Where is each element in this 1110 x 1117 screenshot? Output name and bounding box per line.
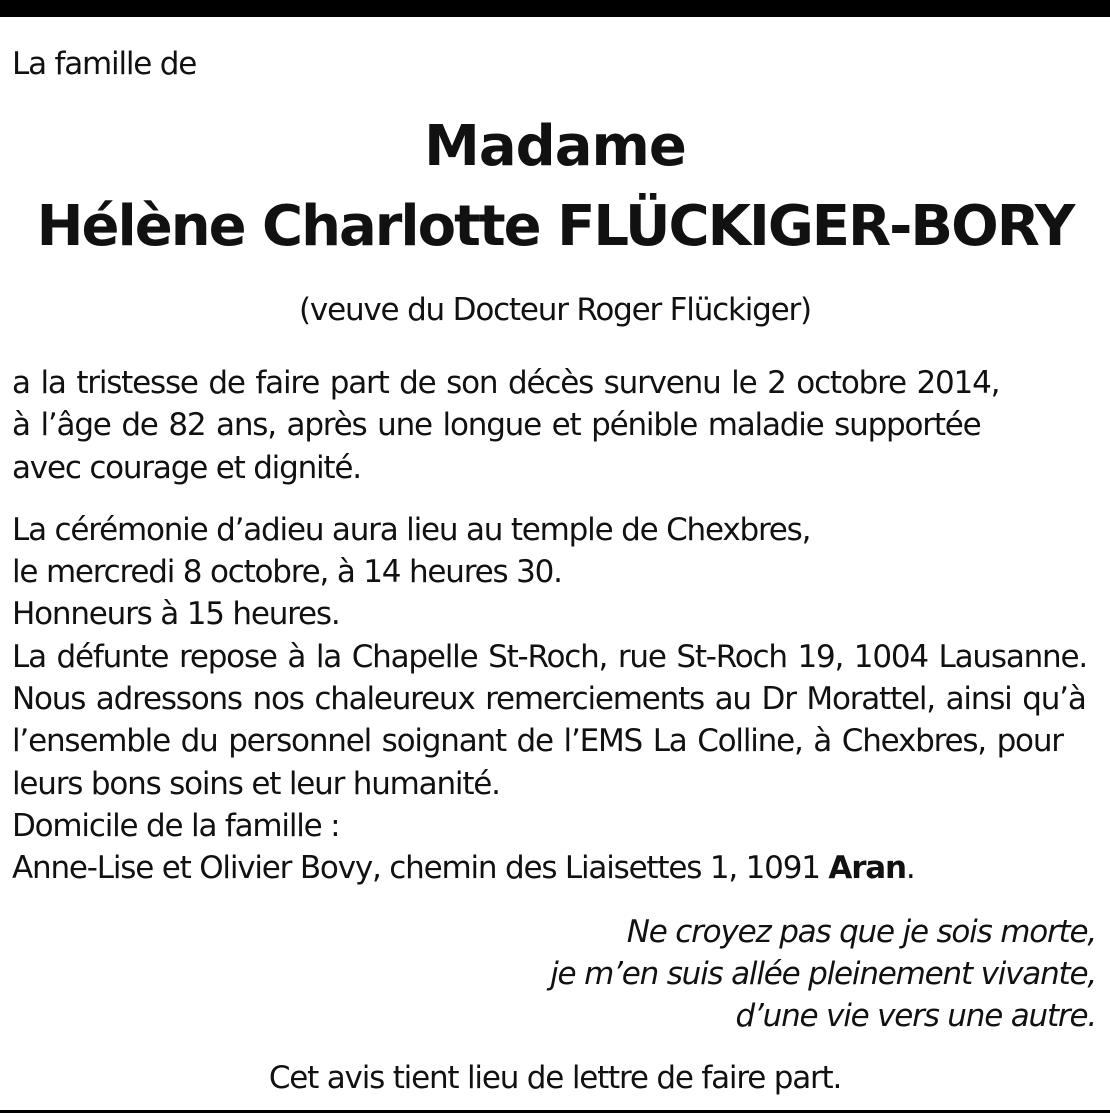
- domicile-label: Domicile de la famille :: [12, 808, 340, 844]
- death-line-1: a la tristesse de faire part de son décès survenu le 2 octobre 2014,: [12, 365, 1000, 401]
- subtitle-widow-of: (veuve du Docteur Roger Flückiger): [299, 292, 811, 328]
- top-border-rule: [0, 0, 1110, 17]
- ceremony-line-1: La cérémonie d’adieu aura lieu au temple de Chexbres,: [12, 512, 811, 548]
- domicile-address-prefix: Anne-Lise et Olivier Bovy, chemin des Liaisettes 1, 1091: [12, 850, 829, 886]
- domicile-address-suffix: .: [905, 850, 915, 886]
- poem-line-3: d’une vie vers une autre.: [735, 998, 1096, 1034]
- bottom-border-rule: [0, 1110, 1110, 1113]
- domicile-address: [12, 848, 915, 888]
- footer-note: Cet avis tient lieu de lettre de faire part.: [268, 1060, 842, 1096]
- poem-line-1: Ne croyez pas que je sois morte,: [626, 914, 1096, 950]
- death-line-2: à l’âge de 82 ans, après une longue et pénible maladie supportée: [12, 407, 981, 443]
- thanks-line-1: Nous adressons nos chaleureux remerciements au Dr Morattel, ainsi qu’à: [12, 681, 1086, 717]
- domicile-town: Aran: [828, 850, 906, 886]
- thanks-line-2: l’ensemble du personnel soignant de l’EMS La Colline, à Chexbres, pour: [12, 723, 1063, 759]
- ceremony-line-2: le mercredi 8 octobre, à 14 heures 30.: [12, 554, 562, 590]
- title-honorific: Madame: [424, 114, 686, 179]
- death-line-3: avec courage et dignité.: [12, 450, 361, 486]
- intro-text: La famille de: [12, 46, 197, 82]
- ceremony-line-3: Honneurs à 15 heures.: [12, 596, 340, 632]
- poem-line-2: je m’en suis allée pleinement vivante,: [550, 956, 1096, 992]
- title-full-name: Hélène Charlotte FLÜCKIGER-BORY: [36, 194, 1074, 259]
- thanks-line-3: leurs bons soins et leur humanité.: [12, 766, 500, 802]
- ceremony-line-4: La défunte repose à la Chapelle St-Roch, rue St-Roch 19, 1004 Lausanne.: [12, 639, 1088, 675]
